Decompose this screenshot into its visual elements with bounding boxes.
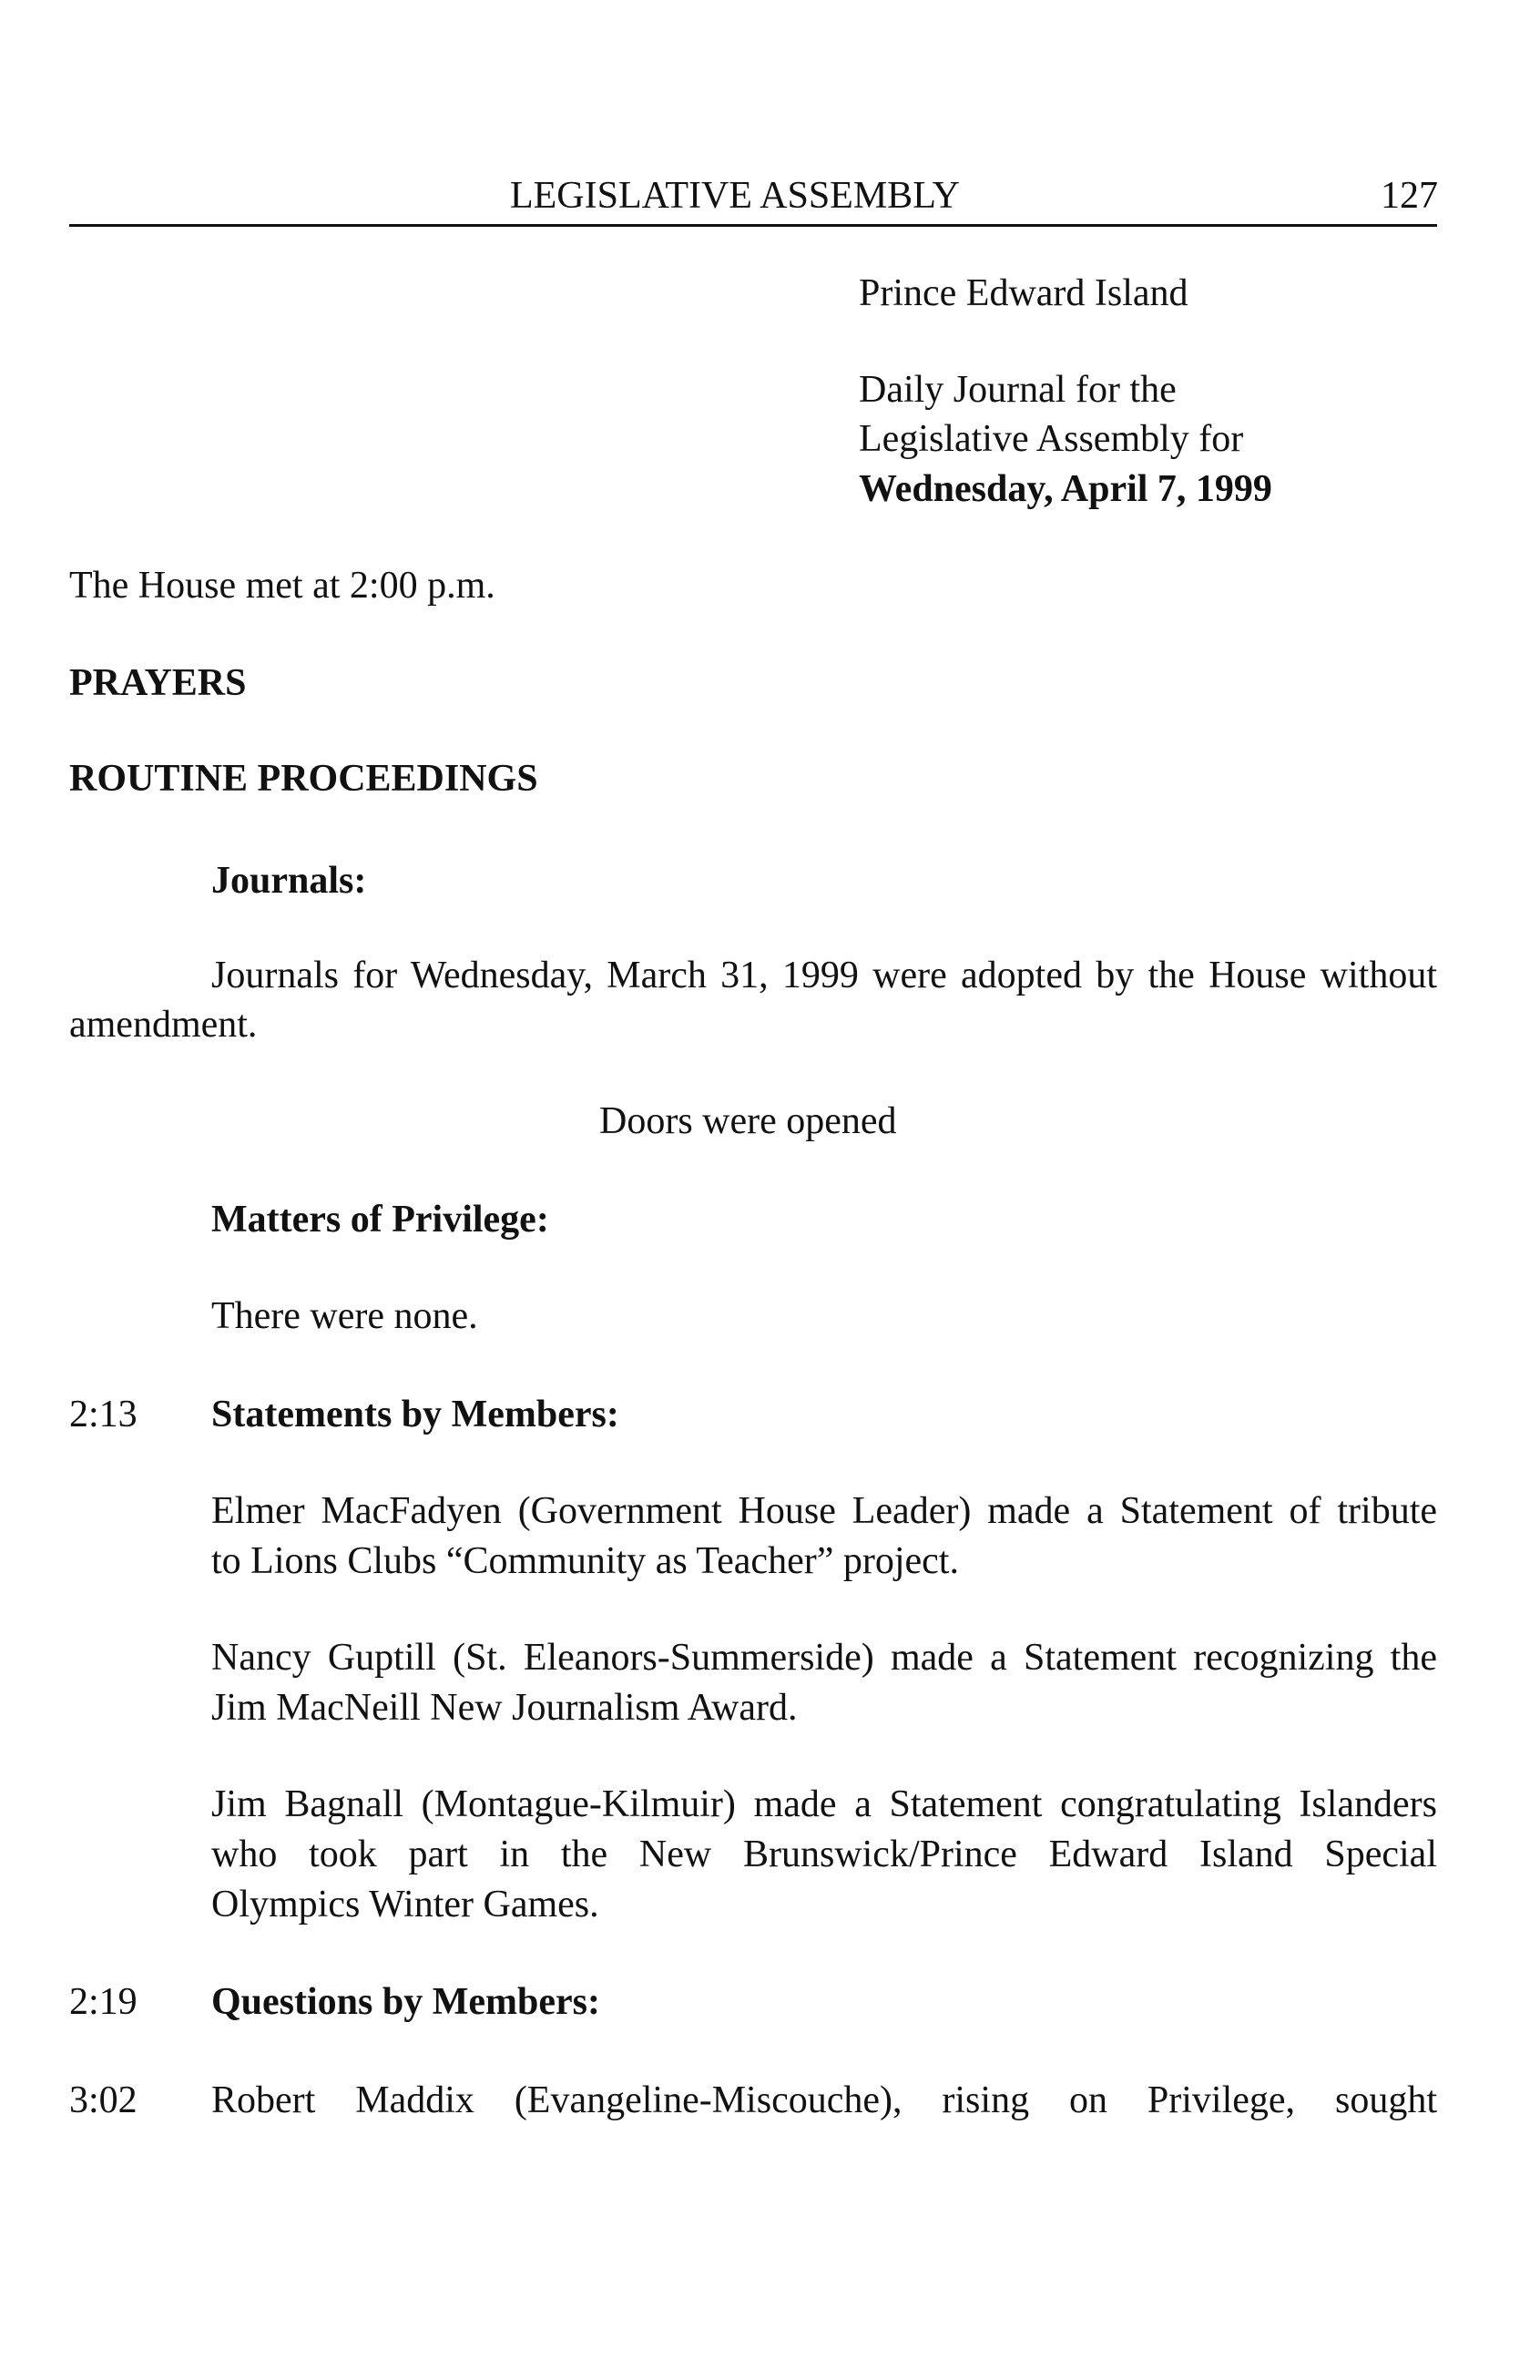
privilege-time: 3:02 [69, 2079, 138, 2121]
journals-heading: Journals: [211, 860, 367, 902]
statement-2-line1: Nancy Guptill (St. Eleanors-Summerside) made a Statement recognizing the [211, 1637, 1437, 1679]
running-header-title: LEGISLATIVE ASSEMBLY [510, 175, 960, 217]
matters-of-privilege-heading: Matters of Privilege: [211, 1199, 549, 1241]
routine-proceedings-heading: ROUTINE PROCEEDINGS [69, 758, 538, 800]
statement-3-line3: Olympics Winter Games. [211, 1884, 599, 1925]
questions-heading: Questions by Members: [211, 1981, 600, 2023]
statement-1-line1: Elmer MacFadyen (Government House Leader) made a Statement of tribute [211, 1490, 1437, 1532]
header-rule [69, 224, 1437, 227]
statement-3-line2: who took part in the New Brunswick/Prince Edward Island Special [211, 1834, 1437, 1875]
journal-title-line2: Legislative Assembly for [859, 418, 1244, 460]
journals-text-line2: amendment. [69, 1004, 258, 1046]
statement-3-line1: Jim Bagnall (Montague-Kilmuir) made a Statement congratulating Islanders [211, 1783, 1437, 1825]
privilege-entry-text: Robert Maddix (Evangeline-Miscouche), rising on Privilege, sought [211, 2079, 1437, 2121]
journal-title-line1: Daily Journal for the [859, 369, 1177, 411]
prayers-heading: PRAYERS [69, 662, 247, 704]
statements-time: 2:13 [69, 1394, 138, 1435]
questions-time: 2:19 [69, 1981, 138, 2023]
statement-2-line2: Jim MacNeill New Journalism Award. [211, 1687, 798, 1729]
province-name: Prince Edward Island [859, 272, 1188, 314]
house-met-line: The House met at 2:00 p.m. [69, 565, 495, 607]
matters-of-privilege-text: There were none. [211, 1295, 478, 1337]
doors-opened-note: Doors were opened [599, 1100, 897, 1142]
statement-1-line2: to Lions Clubs “Community as Teacher” project. [211, 1540, 959, 1582]
journals-text-line1: Journals for Wednesday, March 31, 1999 were adopted by the House without [211, 955, 1437, 996]
page-number: 127 [1381, 175, 1438, 217]
statements-heading: Statements by Members: [211, 1394, 619, 1435]
journal-date: Wednesday, April 7, 1999 [859, 468, 1272, 510]
